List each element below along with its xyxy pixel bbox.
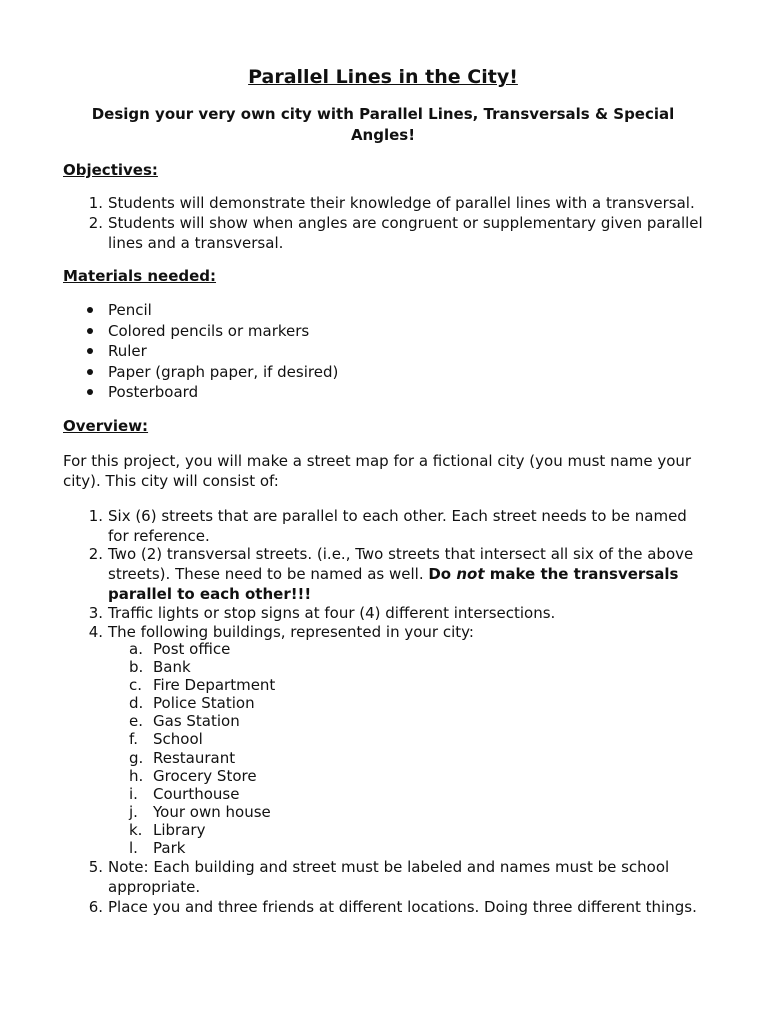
list-item-text: Students will show when angles are congruent or supplementary given parallel lines and a transversal. xyxy=(108,214,703,252)
list-item xyxy=(63,382,703,403)
list-item xyxy=(63,622,703,640)
emphasis-not: not xyxy=(456,565,485,583)
objectives-list xyxy=(63,193,703,253)
list-marker: 2. xyxy=(88,214,103,232)
list-item xyxy=(63,749,703,767)
list-item xyxy=(63,640,703,658)
bullet-icon xyxy=(87,328,93,334)
list-marker: 4. xyxy=(88,623,103,641)
list-item-text: Place you and three friends at different locations. Doing three different things. xyxy=(108,898,697,916)
list-item xyxy=(63,803,703,821)
list-item xyxy=(63,506,703,544)
list-item-text: Posterboard xyxy=(108,383,199,401)
list-marker: l. xyxy=(129,839,138,858)
list-item xyxy=(63,785,703,803)
list-marker: e. xyxy=(129,712,143,731)
list-item xyxy=(63,767,703,785)
materials-heading: Materials needed: xyxy=(63,267,217,285)
list-item-text: Students will demonstrate their knowledge of parallel lines with a transversal. xyxy=(108,194,695,212)
list-item xyxy=(63,839,703,857)
page-subtitle: Design your very own city with Parallel Lines, Transversals & Special Angles! xyxy=(91,105,675,144)
list-item-text: Pencil xyxy=(108,301,152,319)
list-item xyxy=(63,213,703,253)
list-item xyxy=(63,544,703,603)
list-marker: j. xyxy=(129,802,138,821)
list-marker: g. xyxy=(129,748,144,767)
list-item-text: Park xyxy=(153,839,186,858)
objectives-heading: Objectives: xyxy=(63,161,158,179)
list-item xyxy=(63,821,703,839)
list-item-text: Library xyxy=(153,820,206,839)
list-item-text: Gas Station xyxy=(153,712,240,731)
list-item-text: School xyxy=(153,730,203,749)
list-item xyxy=(63,193,703,213)
list-marker: 5. xyxy=(88,858,103,876)
list-marker: 1. xyxy=(88,507,103,525)
list-item-text: Grocery Store xyxy=(153,766,257,785)
list-item xyxy=(63,712,703,730)
list-marker: i. xyxy=(129,784,138,803)
list-item-text: Note: Each building and street must be labeled and names must be school appropriate. xyxy=(108,858,670,896)
list-item-text: Two (2) transversal streets. (i.e., Two streets that intersect all six of the above streets). These need to be named as well. xyxy=(108,545,694,583)
emphasis-text: make the transversals parallel to each other!!! xyxy=(108,565,679,603)
list-item xyxy=(63,321,703,342)
list-item xyxy=(63,603,703,622)
list-marker: b. xyxy=(129,658,144,677)
list-marker: 1. xyxy=(88,194,103,212)
list-item xyxy=(63,658,703,676)
materials-list xyxy=(63,300,703,403)
list-item-text: Ruler xyxy=(108,342,147,360)
list-item-text: Your own house xyxy=(153,802,271,821)
list-item-text: Police Station xyxy=(153,694,255,713)
list-item-text: Restaurant xyxy=(153,748,236,767)
list-marker: k. xyxy=(129,820,143,839)
list-item-text: Courthouse xyxy=(153,784,240,803)
list-item xyxy=(63,694,703,712)
list-item xyxy=(63,897,703,917)
list-item-text: Post office xyxy=(153,640,231,658)
overview-intro: For this project, you will make a street map for a fictional city (you must name your city). This city will consist of: xyxy=(63,452,692,490)
bullet-icon xyxy=(87,389,93,395)
list-item-text: Traffic lights or stop signs at four (4) different intersections. xyxy=(108,604,556,622)
list-item xyxy=(63,362,703,383)
buildings-list xyxy=(63,640,703,857)
bullet-icon xyxy=(87,369,93,375)
list-marker: d. xyxy=(129,694,144,713)
list-marker: h. xyxy=(129,766,144,785)
list-item-text: Six (6) streets that are parallel to each other. Each street needs to be named for reference. xyxy=(108,507,687,545)
list-item xyxy=(63,300,703,321)
requirements-list xyxy=(63,506,703,640)
list-item xyxy=(63,730,703,748)
list-item-text: Paper (graph paper, if desired) xyxy=(108,362,339,381)
list-item xyxy=(63,676,703,694)
list-item xyxy=(63,341,703,362)
list-item-text: Bank xyxy=(153,658,191,677)
page-title: Parallel Lines in the City! xyxy=(248,66,518,88)
list-marker: 6. xyxy=(88,898,103,916)
bullet-icon xyxy=(87,307,93,313)
list-item xyxy=(63,857,703,897)
list-item-text: The following buildings, represented in your city: xyxy=(108,623,474,641)
requirements-list-continued xyxy=(63,857,703,917)
list-marker: f. xyxy=(129,730,138,749)
list-item-text: Fire Department xyxy=(153,676,276,695)
bullet-icon xyxy=(87,348,93,354)
list-marker: c. xyxy=(129,676,143,695)
overview-heading: Overview: xyxy=(63,417,149,435)
emphasis-text: Do xyxy=(428,565,457,583)
list-marker: a. xyxy=(129,640,143,658)
list-marker: 2. xyxy=(88,545,103,563)
list-marker: 3. xyxy=(88,604,103,622)
list-item-text: Colored pencils or markers xyxy=(108,321,310,340)
